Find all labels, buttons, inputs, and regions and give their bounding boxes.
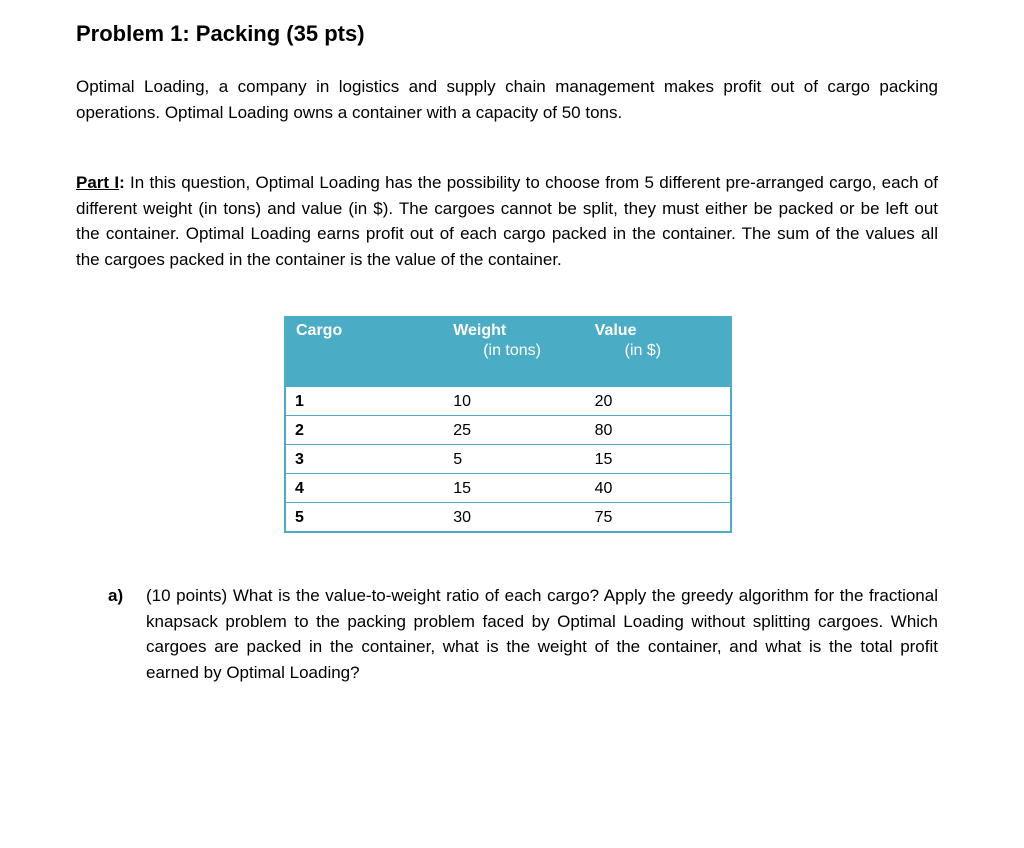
table-header-row: [285, 317, 731, 386]
table-row: [285, 503, 731, 533]
cell-value: 40: [589, 474, 731, 503]
cell-weight: 10: [447, 386, 588, 416]
cell-weight: 25: [447, 416, 588, 445]
cell-cargo: 1: [285, 386, 447, 416]
problem-title: Problem 1: Packing (35 pts): [76, 21, 365, 46]
header-value-unit: (in $): [624, 342, 662, 359]
part1-text: In this question, Optimal Loading has the possibility to choose from 5 different pre-arranged cargo, each of different weight (in tons) and value (in $). The cargoes cannot be split, they must either be packed or be left out the container. Optimal Loading earns profit out of each cargo packed in the container. The sum of the values all the cargoes packed in the container is the value of the container.: [76, 173, 938, 269]
table-row: [285, 416, 731, 445]
header-weight-unit: (in tons): [483, 342, 541, 359]
cell-value: 20: [589, 386, 731, 416]
cell-weight: 15: [447, 474, 588, 503]
question-a-label: a): [108, 586, 124, 605]
header-weight-label: Weight: [453, 322, 507, 339]
cell-value: 75: [589, 503, 731, 533]
header-cargo-label: Cargo: [296, 322, 343, 339]
header-weight: [447, 317, 588, 386]
cell-value: 80: [589, 416, 731, 445]
cell-cargo: 5: [285, 503, 447, 533]
part1-colon: :: [119, 173, 125, 192]
table-row: [285, 445, 731, 474]
cell-cargo: 2: [285, 416, 447, 445]
cell-cargo: 4: [285, 474, 447, 503]
header-cargo: [285, 317, 447, 386]
intro-paragraph: Optimal Loading, a company in logistics and supply chain management makes profit out of cargo packing operations. Optimal Loading owns a container with a capacity of 50 tons.: [76, 77, 938, 122]
table-row: [285, 474, 731, 503]
cargo-table: [284, 316, 732, 533]
header-value: [589, 317, 731, 386]
cell-weight: 30: [447, 503, 588, 533]
table-row: [285, 386, 731, 416]
cell-weight: 5: [447, 445, 588, 474]
question-a-text: (10 points) What is the value-to-weight ratio of each cargo? Apply the greedy algorithm for the fractional knapsack problem to the packing problem faced by Optimal Loading without splitting cargoes. Which cargoes are packed in the container, what is the weight of the container, and what is the total profit earned by Optimal Loading?: [146, 586, 938, 682]
header-value-label: Value: [594, 322, 637, 339]
question-a: [108, 583, 938, 685]
cell-cargo: 3: [285, 445, 447, 474]
part1-label: Part I: [76, 173, 120, 192]
part1-paragraph: [76, 170, 938, 272]
cell-value: 15: [589, 445, 731, 474]
